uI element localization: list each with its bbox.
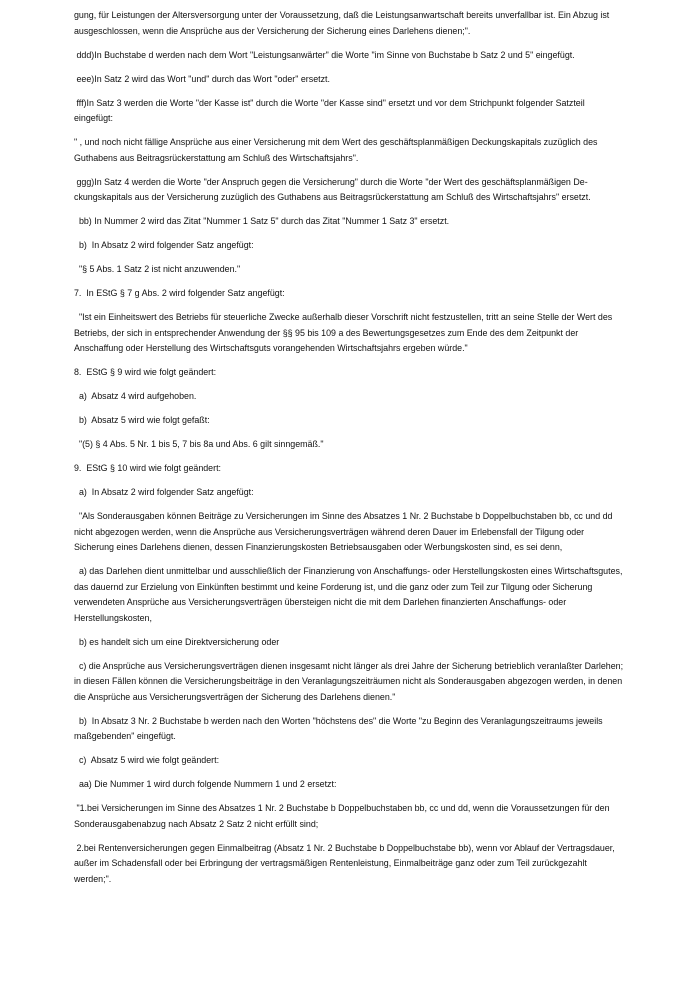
paragraph-4: fff)In Satz 3 werden die Worte "der Kasse ist" durch die Worte "der Kasse sind" ersetzt und vor dem Strichpunkt folgender Satzteil eingefügt:: [74, 97, 588, 123]
paragraph-7: bb) In Nummer 2 wird das Zitat "Nummer 1 Satz 5" durch das Zitat "Nummer 1 Satz 3" ersetzt.: [74, 216, 450, 226]
paragraph-8: b) In Absatz 2 wird folgender Satz angefügt:: [74, 240, 254, 250]
paragraph-23: c) Absatz 5 wird wie folgt geändert:: [74, 755, 220, 765]
paragraph-25: "1.bei Versicherungen im Sinne des Absatzes 1 Nr. 2 Buchstabe b Doppelbuchstaben bb, cc und dd, wenn die Voraussetzungen für den Sonderausgabenabzug nach Absatz 2 Satz 2 nicht erfüllt sind;: [74, 803, 612, 829]
paragraph-21: c) die Ansprüche aus Versicherungsverträgen dienen insgesamt nicht länger als drei Jahre der Sicherung betrieblich veranlaßter Darlehen; in diesen Fällen können die Versicherungsbeiträge in den Veranlagungszeiträumen nicht als Sonderausgaben abgezogen werden, in denen die Ansprüche aus Versicherungsverträgen der Sicherung des Darlehens dienen.": [74, 660, 626, 702]
paragraph-14: b) Absatz 5 wird wie folgt gefaßt:: [74, 415, 210, 425]
paragraph-5: " , und noch nicht fällige Ansprüche aus einer Versicherung mit dem Wert des geschäftsplanmäßigen Deckungskapitals zuzüglich des Guthabens aus Beitragsrückerstattung am Schluß des Wirtschaftsjahrs".: [74, 137, 600, 163]
paragraph-17: a) In Absatz 2 wird folgender Satz angefügt:: [74, 487, 254, 497]
paragraph-15: "(5) § 4 Abs. 5 Nr. 1 bis 5, 7 bis 8a und Abs. 6 gilt sinngemäß.": [74, 439, 324, 449]
paragraph-18: "Als Sonderausgaben können Beiträge zu Versicherungen im Sinne des Absatzes 1 Nr. 2 Buchstabe b Doppelbuchstaben bb, cc und dd nicht abgezogen werden, wenn die Ansprüche aus Versicherungsverträgen während deren Dauer im Erlebensfall der Tilgung oder Sicherung eines Darlehens dienen, dessen Finanzierungskosten Betriebsausgaben oder Werbungskosten sind, es sei denn,: [74, 511, 615, 552]
paragraph-2: ddd)In Buchstabe d werden nach dem Wort "Leistungsanwärter" die Worte "im Sinne von Buchstabe b Satz 2 und 5" eingefügt.: [74, 49, 575, 60]
paragraph-10: 7. In EStG § 7 g Abs. 2 wird folgender Satz angefügt:: [74, 288, 285, 298]
paragraph-22: b) In Absatz 3 Nr. 2 Buchstabe b werden nach den Worten "höchstens des" die Worte "zu Beginn des Veranlagungszeitraums jeweils maßgebenden" eingefügt.: [74, 715, 606, 741]
paragraph-26: 2.bei Rentenversicherungen gegen Einmalbeitrag (Absatz 1 Nr. 2 Buchstabe b Doppelbuchstabe bb), wenn vor Ablauf der Vertragsdauer, außer im Schadensfall oder bei Erbringung der vertragsmäßigen Rentenleistung, Einmalbeiträge ganz oder zum Teil zurückgezahlt werden;".: [74, 842, 618, 884]
paragraph-11: "Ist ein Einheitswert des Betriebs für steuerliche Zwecke außerhalb dieser Vorschrift nicht festzustellen, tritt an seine Stelle der Wert des Betriebs, der sich in entsprechender Anwendung der §§ 95 bis 109 a des Bewertungsgesetzes zum Ende des dem Zeitpunkt der Anschaffung oder Herstellung des Wirtschaftsguts vorangehenden Wirtschaftsjahrs ergeben würde.": [74, 312, 615, 353]
paragraph-24: aa) Die Nummer 1 wird durch folgende Nummern 1 und 2 ersetzt:: [74, 779, 337, 789]
paragraph-19: a) das Darlehen dient unmittelbar und ausschließlich der Finanzierung von Anschaffungs- oder Herstellungskosten eines Wirtschaftsgutes, das dauernd zur Erzielung von Einkünften bestimmt und keine Forderung ist, und die ganz oder zum Teil zur Tilgung oder Sicherung verwendeten Ansprüche aus Versicherungsverträgen übersteigen nicht die mit dem Darlehen finanzierten Anschaffungs- oder Herstellungskosten,: [74, 566, 625, 623]
paragraph-6: ggg)In Satz 4 werden die Worte "der Anspruch gegen die Versicherung" durch die Worte "der Wert des geschäftsplanmäßigen Deckungskapitals aus der Versicherung zuzüglich des Guthabens aus Beitragsrückerstattung am Schluß des Wirtschaftsjahrs" ersetzt.: [74, 176, 591, 202]
paragraph-1: gung, für Leistungen der Altersversorgung unter der Voraussetzung, daß die Leistungsanwartschaft bereits unverfallbar ist. Ein Abzug ist ausgeschlossen, wenn die Ansprüche aus der Versicherung der Sicherung eines Darlehens dienen;".: [74, 10, 612, 36]
paragraph-13: a) Absatz 4 wird aufgehoben.: [74, 391, 197, 401]
paragraph-16: 9. EStG § 10 wird wie folgt geändert:: [74, 463, 222, 473]
paragraph-20: b) es handelt sich um eine Direktversicherung oder: [74, 636, 280, 647]
paragraph-3: eee)In Satz 2 wird das Wort "und" durch das Wort "oder" ersetzt.: [74, 73, 330, 84]
paragraph-12: 8. EStG § 9 wird wie folgt geändert:: [74, 367, 217, 377]
paragraph-9: "§ 5 Abs. 1 Satz 2 ist nicht anzuwenden.": [74, 264, 241, 274]
